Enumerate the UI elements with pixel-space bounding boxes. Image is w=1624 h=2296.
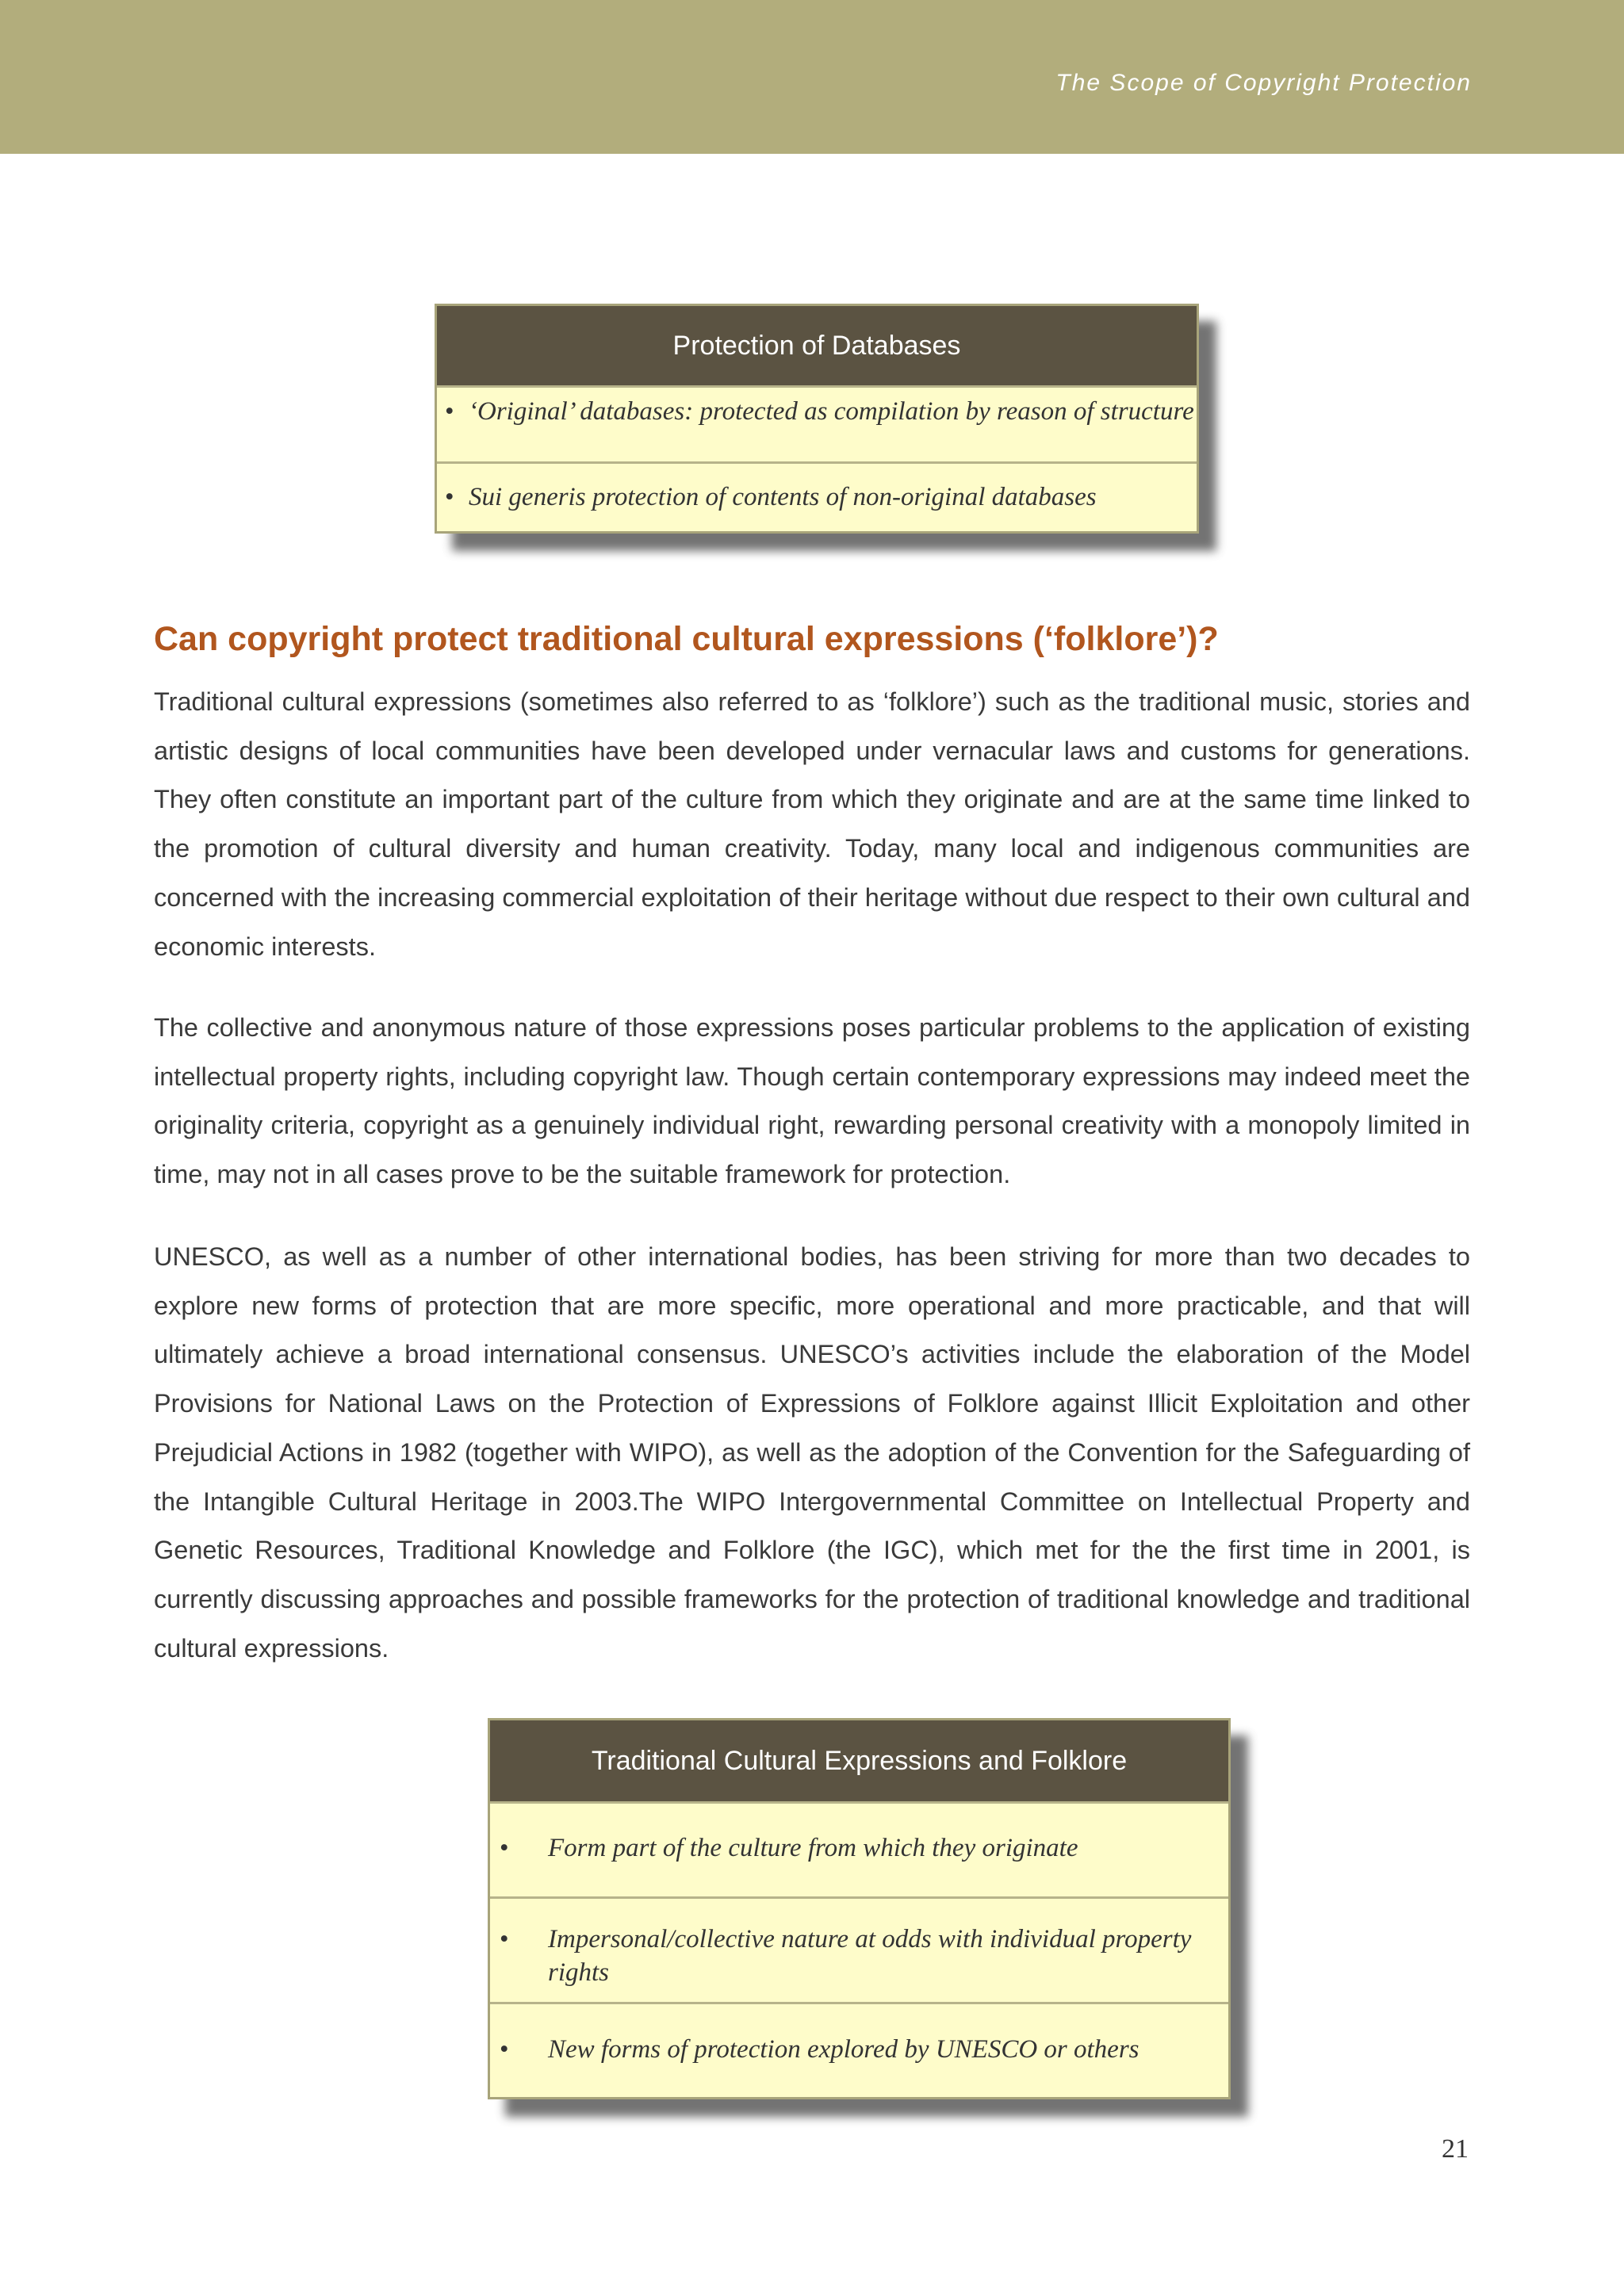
bullet: • (500, 1925, 509, 1954)
page-number: 21 (1442, 2134, 1469, 2164)
bullet: • (445, 483, 454, 511)
folklore-box-item-text: Form part of the culture from which they originate (548, 1834, 1078, 1862)
folklore-box-item (490, 1801, 1228, 1896)
bullet: • (445, 397, 454, 426)
databases-box-item-text: ‘Original’ databases: protected as compilation by reason of structure (469, 397, 1194, 426)
bullet: • (500, 1834, 509, 1862)
databases-box (435, 304, 1199, 534)
section-heading: Can copyright protect traditional cultural expressions (‘folklore’)? (154, 620, 1219, 658)
folklore-box-item (490, 2002, 1228, 2097)
databases-box-panel (435, 304, 1199, 534)
running-title: The Scope of Copyright Protection (1055, 70, 1472, 96)
databases-box-title: Protection of Databases (437, 306, 1197, 385)
folklore-box-title: Traditional Cultural Expressions and Folklore (490, 1720, 1228, 1801)
body-paragraph: Traditional cultural expressions (sometimes also referred to as ‘folklore’) such as the traditional music, stories and artistic designs of local communities have been developed under vernacular laws and customs for generations. They often constitute an important part of the culture from which they originate and are at the same time linked to the promotion of cultural diversity and human creativity. Today, many local and indigenous communities are concerned with the increasing commercial exploitation of their heritage without due respect to their own cultural and economic interests. (154, 687, 1470, 961)
header-band (0, 0, 1624, 154)
folklore-box-panel (488, 1718, 1231, 2099)
folklore-box (488, 1718, 1231, 2099)
folklore-box-item-text: New forms of protection explored by UNESCO or others (548, 2035, 1139, 2064)
bullet: • (500, 2035, 509, 2064)
databases-box-item (437, 385, 1197, 461)
databases-box-item (437, 461, 1197, 531)
folklore-box-item-text: Impersonal/collective nature at odds with individual property rights (548, 1925, 1192, 1987)
body-paragraph: The collective and anonymous nature of those expressions poses particular problems to the application of existing intellectual property rights, including copyright law. Though certain contemporary expressions may indeed meet the originality criteria, copyright as a genuinely individual right, rewarding personal creativity with a monopoly limited in time, may not in all cases prove to be the suitable framework for protection. (154, 1013, 1470, 1189)
body-paragraph: UNESCO, as well as a number of other international bodies, has been striving for more than two decades to explore new forms of protection that are more specific, more operational and more practicable, and that will ultimately achieve a broad international consensus. UNESCO’s activities include the elaboration of the Model Provisions for National Laws on the Protection of Expressions of Folklore against Illicit Exploitation and other Prejudicial Actions in 1982 (together with WIPO), as well as the adoption of the Convention for the Safeguarding of the Intangible Cultural Heritage in 2003.The WIPO Intergovernmental Committee on Intellectual Property and Genetic Resources, Traditional Knowledge and Folklore (the IGC), which met for the the first time in 2001, is currently discussing approaches and possible frameworks for the protection of traditional knowledge and traditional cultural expressions. (154, 1242, 1470, 1663)
databases-box-item-text: Sui generis protection of contents of non-original databases (469, 483, 1097, 511)
folklore-box-item (490, 1896, 1228, 2002)
